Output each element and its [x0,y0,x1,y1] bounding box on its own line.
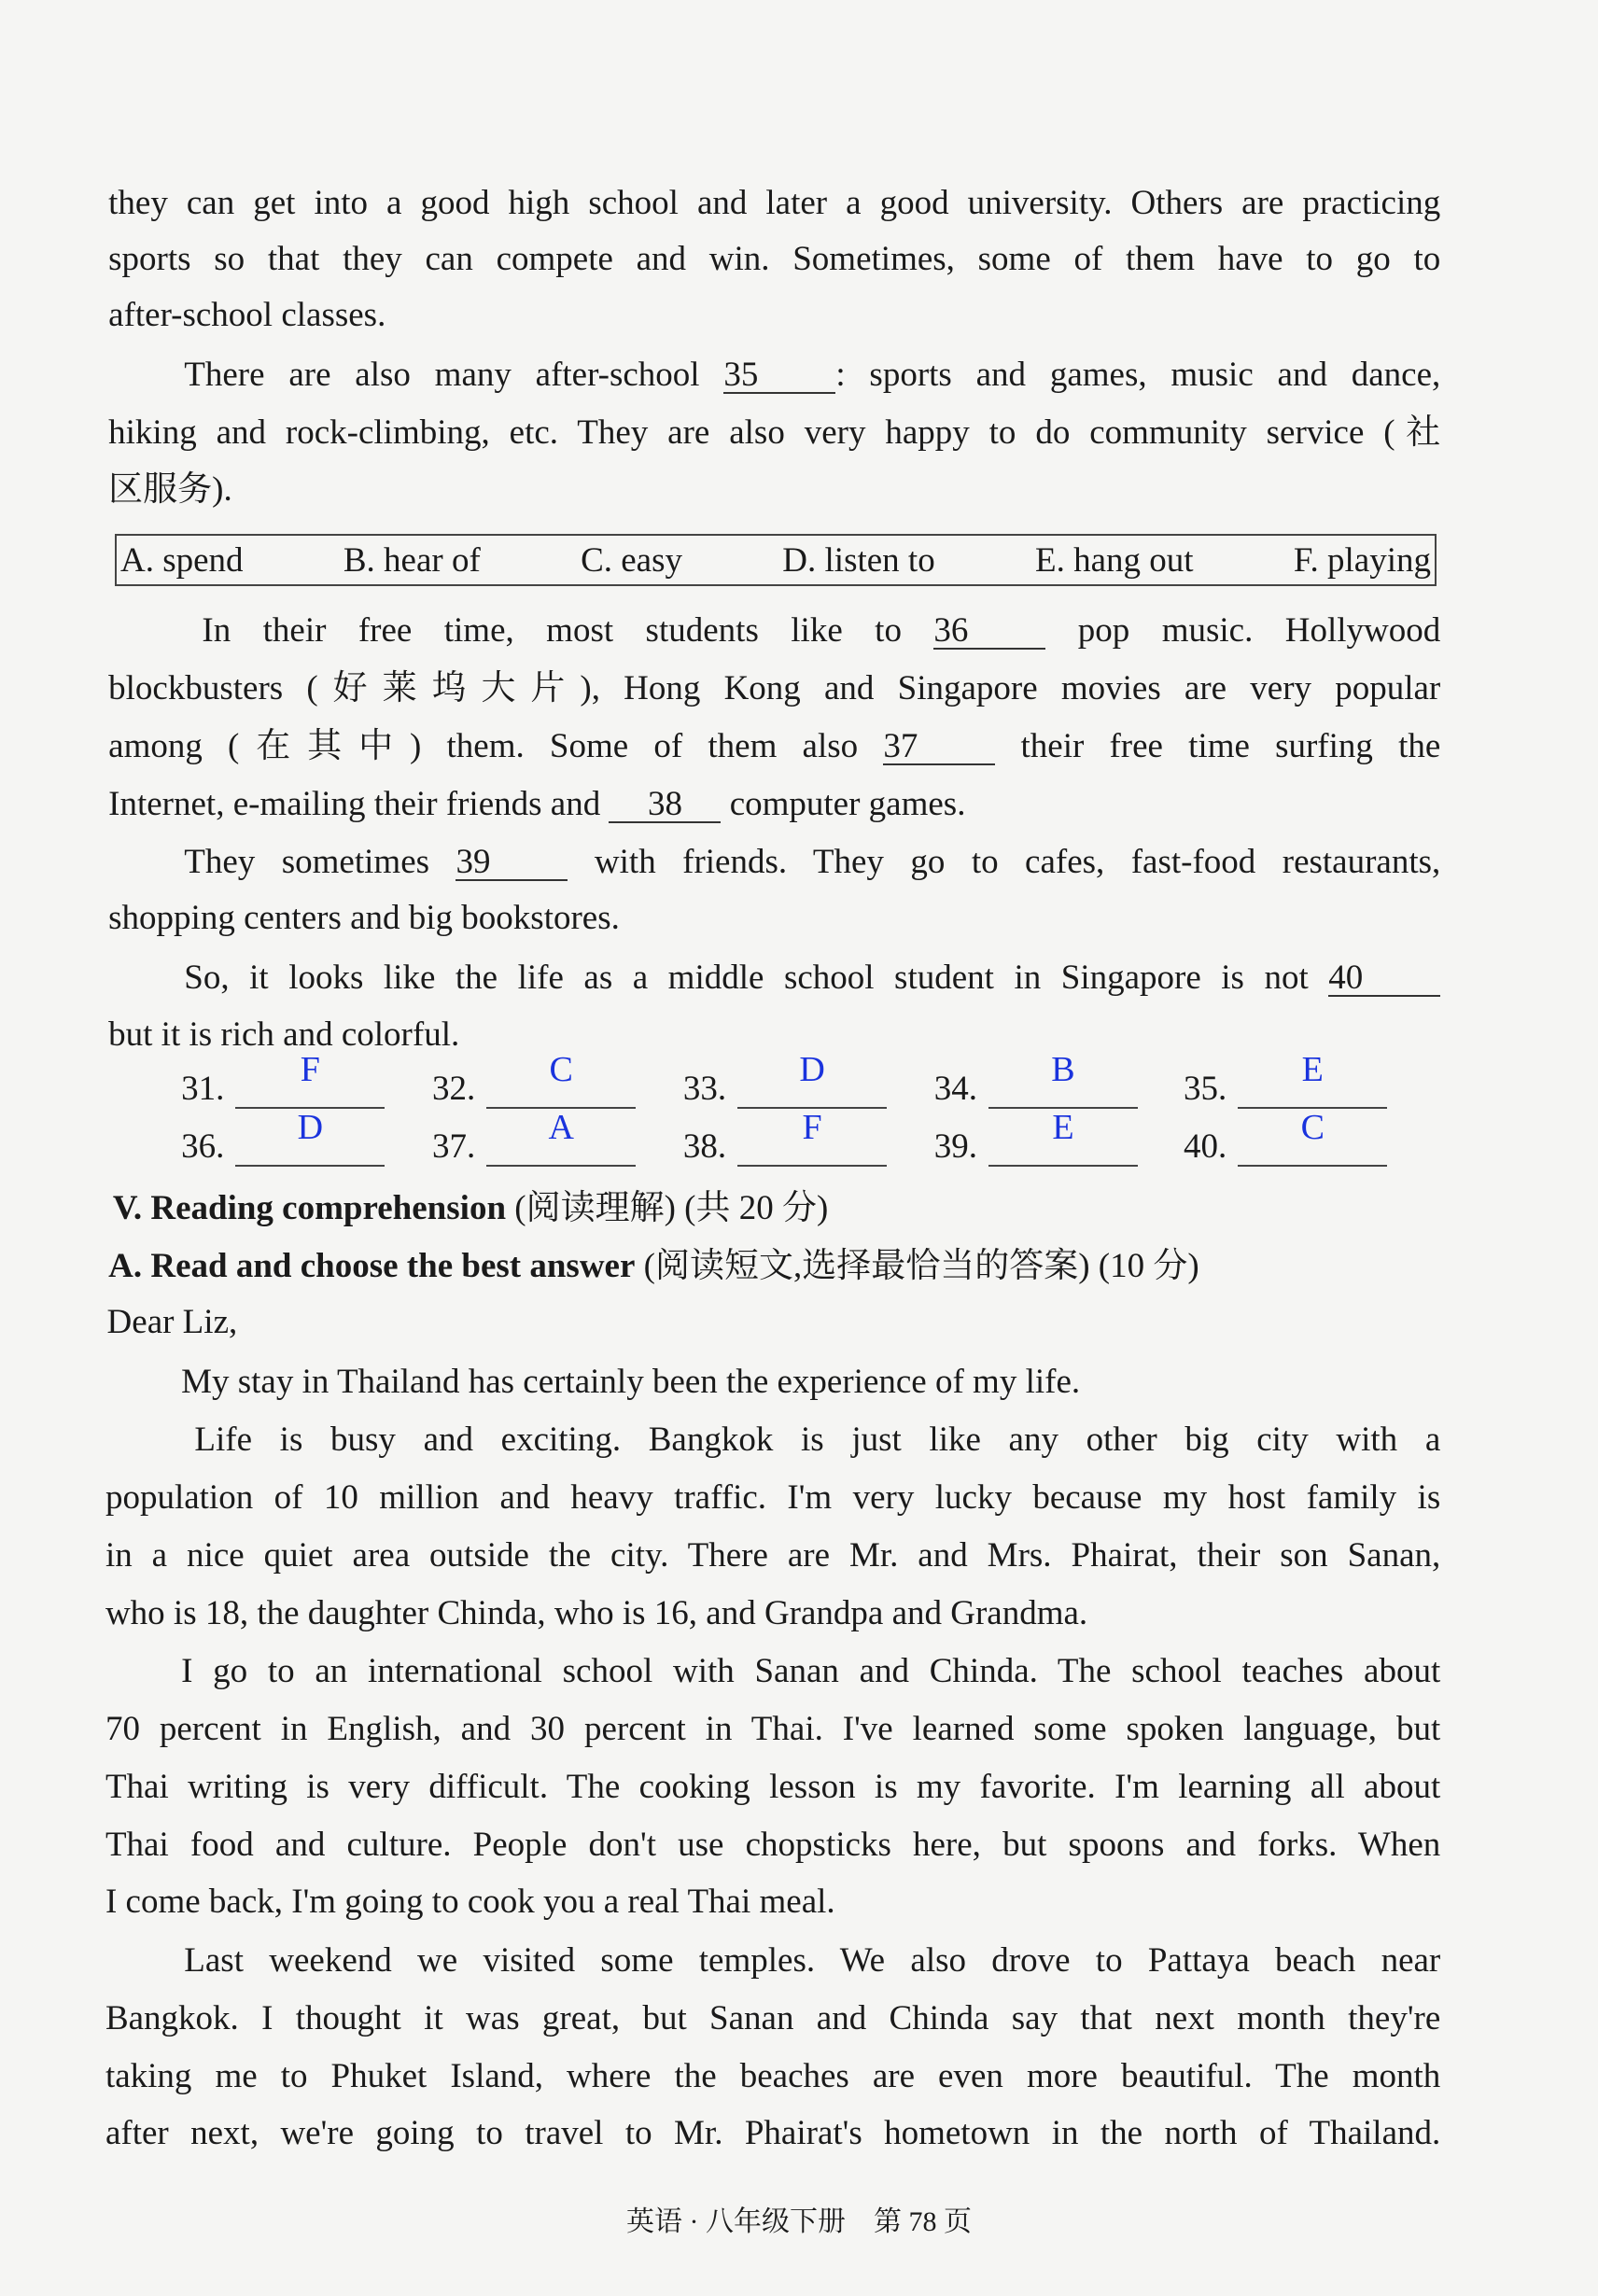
text-segment: after next, we're going to travel to Mr. Phairat's hometown in the north of Thailand. [105,2113,1441,2152]
text-segment: Internet, e-mailing their friends and [108,784,610,823]
text-segment: (阅读理解) (共 20 分) [506,1188,829,1227]
option: B. hear of [343,540,481,580]
text-segment: taking me to Phuket Island, where the beaches are even more beautiful. The month [105,2057,1441,2096]
text-segment: In their free time, most students like to [202,610,934,650]
answer-letter: A [548,1108,574,1148]
text-segment: pop music. Hollywood [1045,610,1441,650]
answer-blank: 37 [883,730,995,765]
text-segment: Life is busy and exciting. Bangkok is just like any other big city with a [194,1420,1441,1459]
text-line [184,1940,1440,1981]
text-line [105,2056,1440,2097]
text-segment: 70 percent in English, and 30 percent in Thai. I've learned some spoken language, but [105,1710,1441,1749]
answer-line [988,1108,1138,1167]
question-number: 40. [1184,1127,1227,1167]
text-segment: their free time surfing the [995,726,1441,765]
text-line [108,726,1440,767]
text-segment: population of 10 million and heavy traffic. I'm very lucky because my host family is [105,1477,1441,1517]
text-line [108,1246,1440,1287]
text-line [184,958,1440,999]
text-segment: sports so that they can compete and win. Sometimes, some of them have to go to [108,240,1441,279]
answer-item [933,1049,1138,1109]
answer-letter: C [549,1049,573,1089]
text-segment: A. Read and choose the best answer [108,1246,636,1285]
answer-item [181,1049,385,1109]
answer-item [1184,1108,1387,1167]
text-segment: among (在其中) them. Some of them also [108,726,884,765]
text-line [181,1651,1440,1692]
text-line [108,898,1440,939]
question-number: 39. [933,1127,977,1167]
text-segment: They sometimes [184,842,456,881]
text-segment: 区服务). [108,469,232,509]
answer-line [486,1108,636,1167]
text-line [105,1535,1440,1576]
text-line [108,668,1440,709]
text-line [108,784,1440,825]
answer-line [1238,1049,1387,1109]
text-segment: they can get into a good high school and later a good university. Others are practicing [108,183,1441,222]
answer-blank: 36 [933,614,1045,650]
text-line [184,842,1440,883]
text-segment: hiking and rock-climbing, etc. They are also very happy to do community service (社 [108,413,1441,453]
answer-blank: 40 [1328,961,1440,997]
answer-item [682,1049,887,1109]
text-line [108,413,1440,454]
text-line [105,1477,1440,1519]
text-line [113,1188,1440,1229]
text-line [108,469,1440,511]
answer-item [1184,1049,1387,1109]
text-segment: : sports and games, music and dance, [835,356,1441,395]
text-segment: computer games. [721,784,966,823]
option: E. hang out [1035,540,1194,580]
answer-line [988,1049,1138,1109]
answer-line [235,1049,385,1109]
answer-line [235,1108,385,1167]
answer-line [486,1049,636,1109]
question-number: 38. [682,1127,727,1167]
question-number: 34. [933,1069,977,1108]
question-number: 31. [181,1069,225,1108]
text-line [105,1882,1440,1923]
text-segment: in a nice quiet area outside the city. There are Mr. and Mrs. Phairat, their son Sanan, [105,1535,1441,1575]
text-line [105,1825,1440,1866]
text-segment: with friends. They go to cafes, fast-food restaurants, [568,842,1441,881]
page-footer: 英语 · 八年级下册 第 78 页 [626,2206,972,2237]
text-segment: So, it looks like the life as a middle school student in Singapore is not [184,959,1329,998]
text-segment: blockbusters (好莱坞大片), Hong Kong and Singapore movies are very popular [108,668,1441,707]
text-line [107,1302,1441,1343]
text-line [202,610,1440,651]
answer-item [431,1049,636,1109]
text-segment: Last weekend we visited some temples. We also drove to Pattaya beach near [184,1941,1441,1981]
option: F. playing [1293,540,1431,580]
answer-item [181,1108,385,1167]
text-line [194,1420,1440,1461]
word-options-box [115,534,1437,586]
answer-letter: F [802,1108,822,1148]
text-line [181,1362,1440,1403]
answer-letter: E [1301,1049,1324,1089]
text-line [108,295,1440,336]
answer-item [933,1108,1138,1167]
option: D. listen to [782,540,935,580]
text-segment: Thai writing is very difficult. The cooking lesson is my favorite. I'm learning all about [105,1768,1441,1807]
question-number: 35. [1184,1069,1227,1108]
text-segment: There are also many after-school [184,356,724,395]
answer-letter: E [1052,1108,1074,1148]
answer-letter: D [799,1049,825,1089]
answer-blank: 35 [723,358,835,394]
text-line [105,1998,1440,2039]
question-number: 36. [181,1127,225,1167]
question-number: 37. [431,1127,476,1167]
text-line [108,239,1440,280]
answer-line [737,1049,887,1109]
text-line [184,355,1440,396]
option: C. easy [581,540,682,580]
answer-item [431,1108,636,1167]
answer-letter: D [297,1108,324,1148]
text-line [105,1767,1440,1808]
text-segment: Thai food and culture. People don't use chopsticks here, but spoons and forks. When [105,1826,1441,1865]
text-segment: Bangkok. I thought it was great, but Sanan and Chinda say that next month they're [105,1999,1441,2038]
answer-letter: C [1300,1108,1325,1148]
answer-item [682,1108,887,1167]
text-segment: Dear Liz, [106,1303,238,1342]
text-segment: My stay in Thailand has certainly been the experience of my life. [181,1362,1081,1401]
answer-line [737,1108,887,1167]
question-number: 33. [682,1069,727,1108]
answer-letter: F [300,1049,320,1089]
text-segment: I come back, I'm going to cook you a real Thai meal. [105,1882,835,1921]
option: A. spend [120,540,244,580]
text-segment: who is 18, the daughter Chinda, who is 16, and Grandpa and Grandma. [105,1594,1088,1632]
answer-blank: 39 [456,846,568,881]
text-segment: shopping centers and big bookstores. [108,899,620,938]
text-segment: I go to an international school with Sanan and Chinda. The school teaches about [181,1652,1441,1691]
text-segment: V. Reading comprehension [112,1188,507,1227]
answer-letter: B [1051,1049,1075,1089]
text-line [105,1709,1440,1750]
question-number: 32. [431,1069,476,1108]
text-segment: after-school classes. [108,296,386,335]
text-segment: (阅读短文,选择最恰当的答案) (10 分) [635,1246,1199,1285]
text-line [108,183,1440,224]
answer-blank: 38 [609,788,721,823]
text-line [105,2113,1440,2154]
text-segment: but it is rich and colorful. [108,1015,460,1054]
text-line [105,1593,1440,1634]
answer-line [1238,1108,1387,1167]
